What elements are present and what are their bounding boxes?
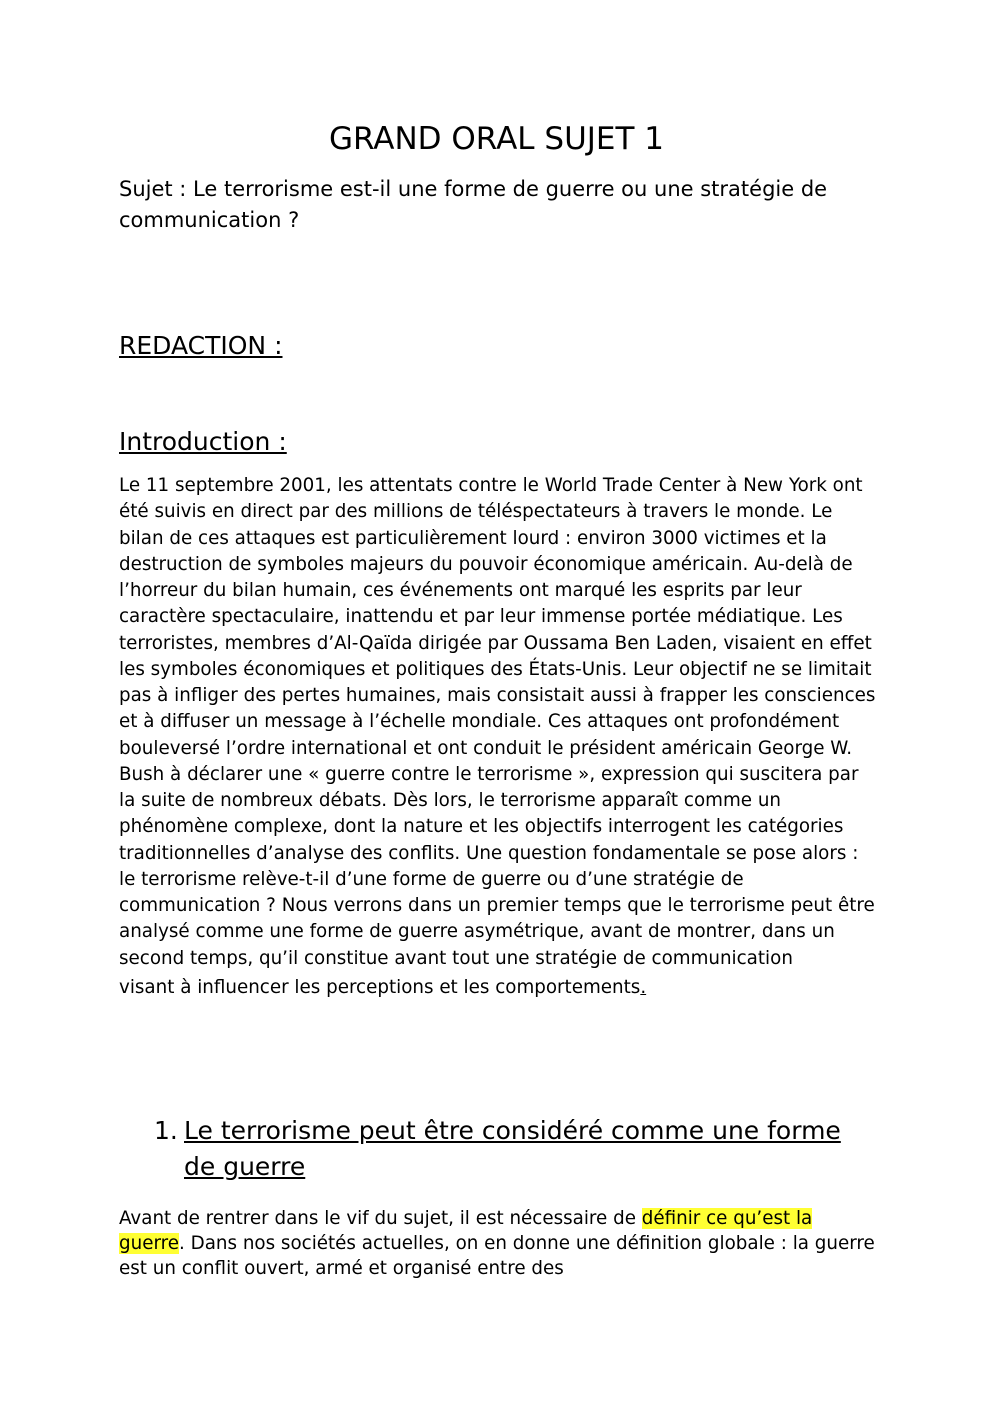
section-1-text-start: Avant de rentrer dans le vif du sujet, il est nécessaire de — [119, 1208, 642, 1229]
section-1-text-end: . Dans nos sociétés actuelles, on en donne une définition globale : la guerre est un conflit ouvert, armé et organisé entre des — [119, 1233, 875, 1279]
introduction-last-line — [119, 975, 646, 1001]
introduction-heading: Introduction : — [119, 427, 287, 456]
highlighted-text: définir ce qu’est la guerre — [119, 1208, 813, 1254]
document-title: GRAND ORAL SUJET 1 — [328, 121, 665, 157]
section-1-paragraph — [119, 1206, 879, 1281]
introduction-paragraph — [119, 473, 879, 1001]
introduction-last-line-text: visant à influencer les perceptions et les comportements — [119, 976, 641, 998]
section-1-heading: Le terrorisme peut être considéré comme une forme de guerre — [184, 1116, 841, 1181]
subject-line: Sujet : Le terrorisme est-il une forme de guerre ou une stratégie de communication ? — [119, 177, 828, 232]
redaction-heading: REDACTION : — [119, 331, 283, 360]
introduction-body: Le 11 septembre 2001, les attentats contre le World Trade Center à New York ont été suivis en direct par des millions de téléspectateurs à travers le monde. Le bilan de ces attaques est particulièrement lourd : environ 3000 victimes et la destruction de symboles majeurs du pouvoir économique américain. Au-delà de l’horreur du bilan humain, ces événements ont marqué les esprits par leur caractère spectaculaire, inattendu et par leur immense portée médiatique. Les terroristes, membres d’Al-Qaïda dirigée par Oussama Ben Laden, visaient en effet les symboles économiques et politiques des États-Unis. Leur objectif ne se limitait pas à infliger des pertes humaines, mais consistait aussi à frapper les consciences et à diffuser un message à l’échelle mondiale. Ces attaques ont profondément bouleversé l’ordre international et ont conduit le président américain George W. Bush à déclarer une « guerre contre le terrorisme », expression qui suscitera par la suite de nombreux débats. Dès lors, le terrorisme apparaît comme un phénomène complexe, dont la nature et les objectifs interrogent les catégories traditionnelles d’analyse des conflits. Une question fondamentale se pose alors : le terrorisme relève-t-il d’une forme de guerre ou d’une stratégie de communication ? Nous verrons dans un premier temps que le terrorisme peut être analysé comme une forme de guerre asymétrique, avant de montrer, dans un second temps, qu’il constitue avant tout une stratégie de communication — [119, 475, 876, 969]
introduction-final-period: . — [640, 976, 647, 998]
section-1-number: 1. — [154, 1116, 178, 1145]
